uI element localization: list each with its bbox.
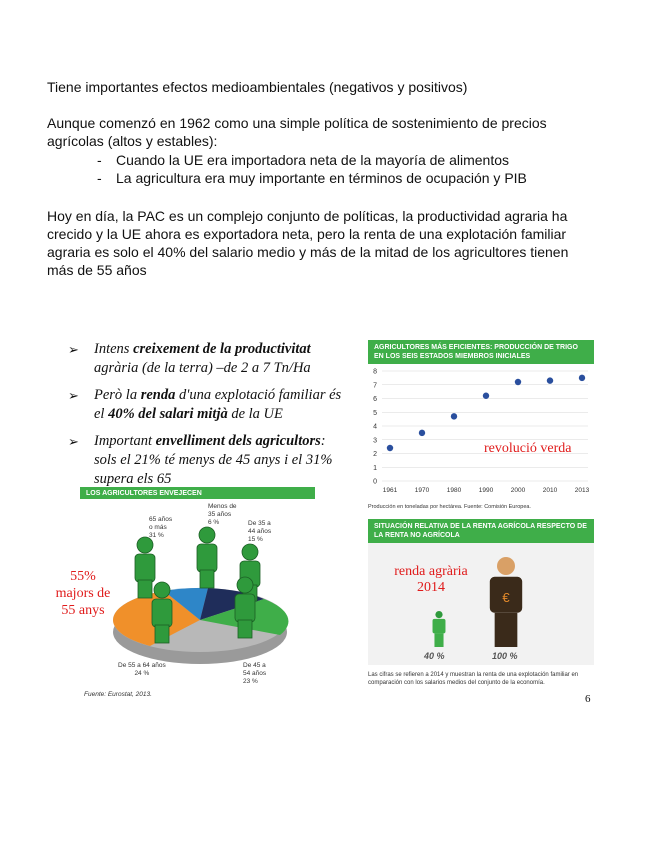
slide-bullet-1: ➢ Intens creixement de la productivitat agrària (de la terra) –de 2 a 7 Tn/Ha <box>68 341 311 376</box>
x-tick-label: 2013 <box>574 487 590 494</box>
income-note: Las cifras se refieren a 2014 y muestran la renta de una explotación familiar en comparación con los salarios medios del conjunto de la economía. <box>368 672 579 686</box>
slide-bullet-2: ➢ Però la renda d'una explotació familiar és el 40% del salari mitjà de la UE <box>68 387 342 422</box>
arrow-bullet-icon: ➢ <box>68 342 79 357</box>
y-tick-label: 7 <box>373 382 377 390</box>
farmer-figure-icon <box>433 611 446 647</box>
euro-icon: € <box>502 590 510 605</box>
slide-bullets <box>68 340 348 497</box>
data-point <box>483 393 489 399</box>
x-tick-label: 2000 <box>510 487 526 494</box>
x-tick-label: 1980 <box>446 487 462 494</box>
data-point <box>387 445 393 451</box>
dash-2: - <box>97 170 102 186</box>
y-tick-label: 6 <box>373 396 377 403</box>
worker-figure-icon <box>490 557 522 647</box>
x-tick-label: 2010 <box>542 487 558 494</box>
para-line-3: agraria es solo el 40% del salario medio y más de la mitad de los agricultores tienen <box>47 244 569 260</box>
intro-bullet-2: La agricultura era muy importante en términos de ocupación y PIB <box>116 170 527 186</box>
x-tick-label: 1990 <box>478 487 494 494</box>
intro-line-2b: agrícolas (altos y estables): <box>47 133 218 149</box>
intro-line-2a: Aunque comenzó en 1962 como una simple política de sostenimiento de precios <box>47 115 547 131</box>
x-tick-label: 1961 <box>382 487 398 494</box>
slide-bullet-3: ➢ Important envelliment dels agricultors: sols el 21% té menys de 45 anys i el 31% supera els 65 <box>68 433 333 487</box>
farmer-icon <box>235 577 255 638</box>
farmer-icon <box>135 537 155 598</box>
label-35-44: De 35 a 44 años 15 % <box>248 520 272 543</box>
data-point <box>547 377 553 383</box>
wheat-chart-source: Producción en toneladas por hectárea. Fuente: Comisión Europea. <box>368 504 531 510</box>
y-tick-label: 3 <box>373 437 377 445</box>
age-chart-source: Fuente: Eurostat, 2013. <box>84 691 152 698</box>
wheat-chart-banner: AGRICULTORES MÁS EFICIENTES: PRODUCCIÓN DE TRIGO EN LOS SEIS ESTADOS MIEMBROS INICIALES <box>368 340 594 364</box>
income-chart-banner: SITUACIÓN RELATIVA DE LA RENTA AGRÍCOLA RESPECTO DE LA RENTA NO AGRÍCOLA <box>368 519 594 543</box>
label-55-64: De 55 a 64 años 24 % <box>118 662 166 677</box>
y-tick-label: 0 <box>373 478 377 486</box>
intro-line-1: Tiene importantes efectos medioambientales (negativos y positivos) <box>47 79 468 95</box>
page-number: 6 <box>585 693 591 705</box>
y-tick-label: 4 <box>373 423 377 431</box>
label-under-35: Menos de 35 años 6 % <box>208 503 237 526</box>
x-tick-label: 1970 <box>414 487 430 494</box>
data-point <box>451 413 457 419</box>
wheat-scatter-chart <box>368 365 594 500</box>
green-revolution-note: revolució verda <box>484 441 572 456</box>
data-point <box>515 379 521 385</box>
label-45-54: De 45 a 54 años 23 % <box>243 662 267 685</box>
para-line-1: Hoy en día, la PAC es un complejo conjunto de políticas, la productividad agraria ha <box>47 208 568 224</box>
arrow-bullet-icon: ➢ <box>68 388 79 403</box>
income-cat-40: 40 % <box>424 651 445 661</box>
data-point <box>419 430 425 436</box>
y-tick-label: 8 <box>373 368 377 376</box>
age-chart-banner: LOS AGRICULTORES ENVEJECEN <box>80 487 315 499</box>
y-tick-label: 5 <box>373 409 377 417</box>
y-tick-label: 2 <box>373 451 377 458</box>
arrow-bullet-icon: ➢ <box>68 434 79 449</box>
para-line-2: crecido y la UE ahora es exportadora neta, pero la renta de una explotación familiar <box>47 226 567 242</box>
para-line-4: más de 55 años <box>47 262 147 278</box>
income-figures <box>368 543 594 665</box>
y-tick-label: 1 <box>373 464 377 472</box>
data-point <box>579 375 585 381</box>
dash-1: - <box>97 152 102 168</box>
income-cat-100: 100 % <box>492 651 518 661</box>
income-red-note: renda agrària 2014 <box>394 564 468 595</box>
farmer-icon <box>197 527 217 588</box>
intro-bullet-1: Cuando la UE era importadora neta de la mayoría de alimentos <box>116 152 509 168</box>
age-pie-chart <box>80 500 320 695</box>
age-red-note: 55% majors de 55 anys <box>55 569 111 618</box>
label-65-plus: 65 años o más 31 % <box>149 516 173 539</box>
farmer-icon <box>152 582 172 643</box>
